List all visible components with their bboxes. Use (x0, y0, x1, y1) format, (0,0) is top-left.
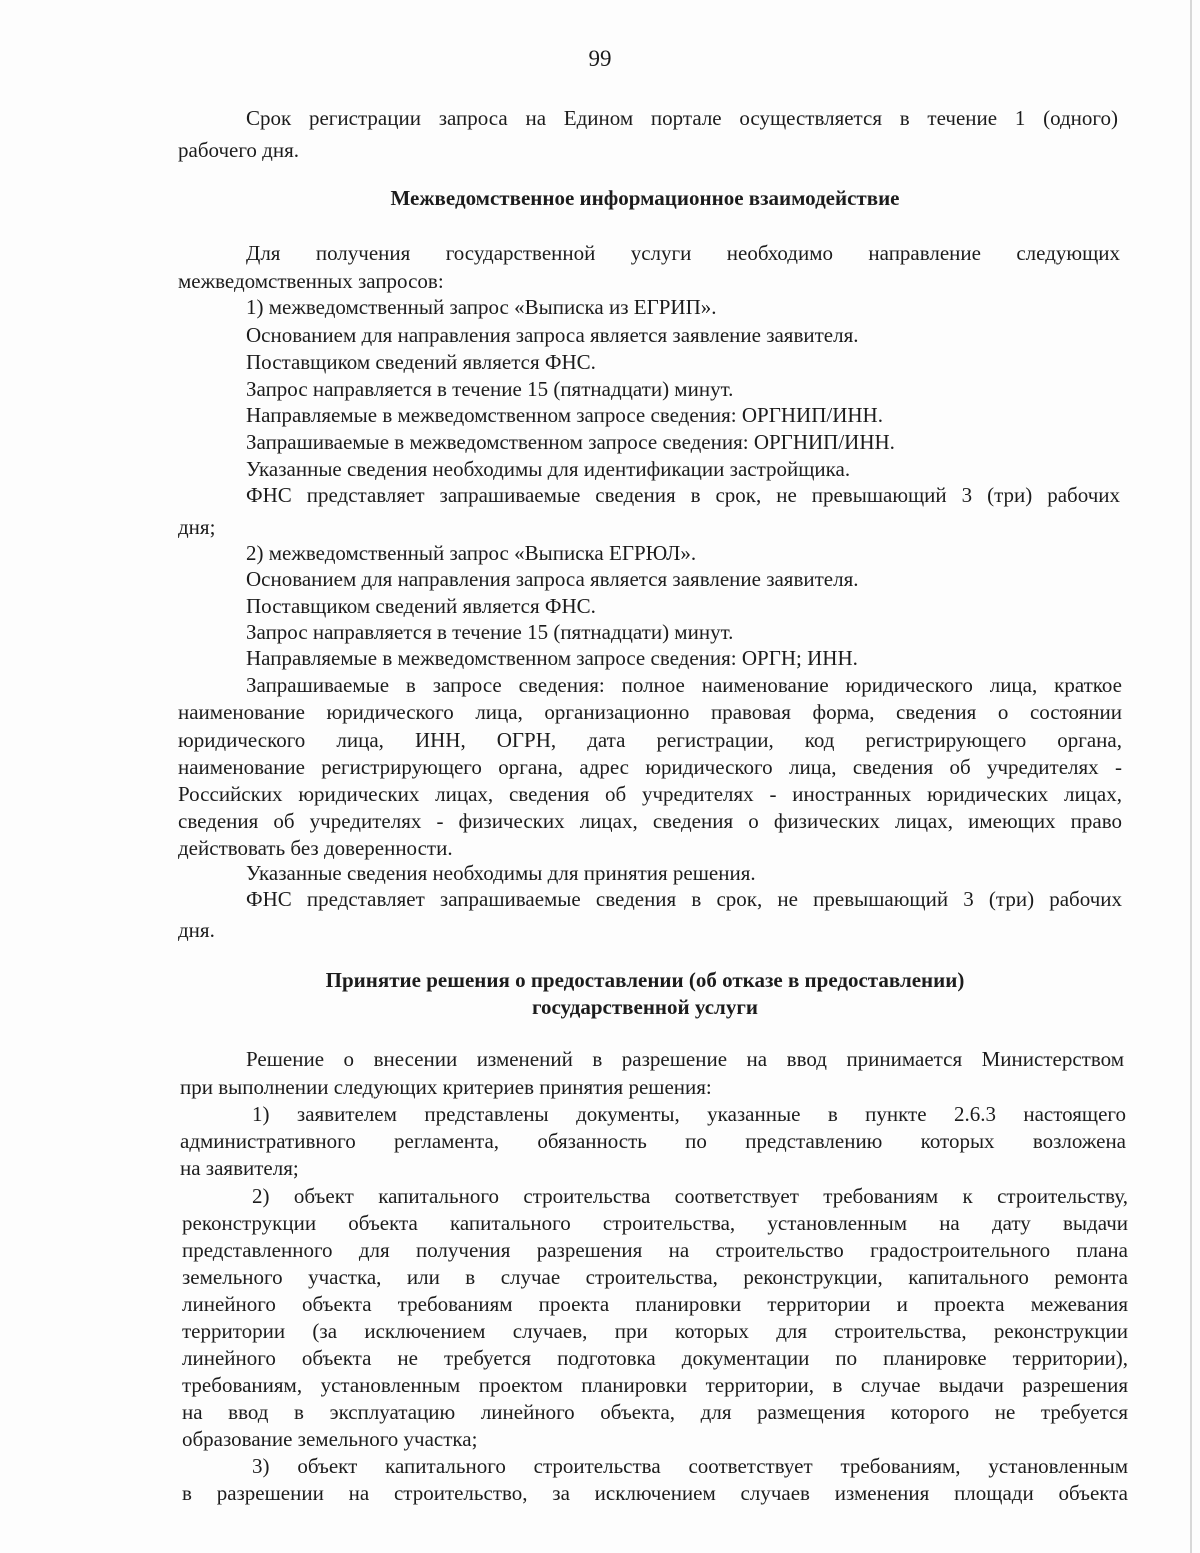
text-line: Направляемые в межведомственном запросе сведения: ОРГН; ИНН. (246, 646, 858, 670)
text-line: Срок регистрации запроса на Едином портале осуществляется в течение 1 (одного) (246, 106, 1118, 130)
text-line: Поставщиком сведений является ФНС. (246, 594, 596, 618)
text-line: территории (за исключением случаев, при которых для строительства, реконструкции (182, 1319, 1128, 1343)
text-line: представленного для получения разрешения на строительство градостроительного плана (182, 1238, 1128, 1262)
list-item: 2) объект капитального строительства соответствует требованиям к строительству, (252, 1184, 1128, 1208)
text-line: Запрос направляется в течение 15 (пятнадцати) минут. (246, 620, 734, 644)
text-line: на заявителя; (180, 1156, 299, 1180)
text-line: ФНС представляет запрашиваемые сведения в срок, не превышающий 3 (три) рабочих (246, 483, 1120, 507)
text-line: наименование регистрирующего органа, адрес юридического лица, сведения об учредителях - (178, 755, 1122, 779)
list-item: 2) межведомственный запрос «Выписка ЕГРЮЛ». (246, 541, 697, 565)
text-line: на ввод в эксплуатацию линейного объекта, для размещения которого не требуется (182, 1400, 1128, 1424)
text-line: рабочего дня. (178, 138, 300, 162)
text-line: Запрос направляется в течение 15 (пятнадцати) минут. (246, 377, 734, 401)
list-item: 3) объект капитального строительства соответствует требованиям, установленным (252, 1454, 1128, 1478)
section-heading: Межведомственное информационное взаимодействие (390, 186, 900, 210)
text-line: Решение о внесении изменений в разрешение на ввод принимается Министерством (246, 1047, 1124, 1071)
text-line: административного регламента, обязанность по представлению которых возложена (180, 1129, 1126, 1153)
text-line: дня. (178, 918, 215, 942)
list-item: 1) заявителем представлены документы, указанные в пункте 2.6.3 настоящего (252, 1102, 1126, 1126)
section-heading: Принятие решения о предоставлении (об отказе в предоставлении) (325, 968, 965, 992)
text-line: Основанием для направления запроса является заявление заявителя. (246, 323, 859, 347)
text-line: сведения об учредителях - физических лицах, сведения о физических лицах, имеющих право (178, 809, 1122, 833)
text-line: реконструкции объекта капитального строительства, установленным на дату выдачи (182, 1211, 1128, 1235)
text-line: ФНС представляет запрашиваемые сведения в срок, не превышающий 3 (три) рабочих (246, 887, 1122, 911)
text-line: земельного участка, или в случае строительства, реконструкции, капитального ремонта (182, 1265, 1128, 1289)
text-line: образование земельного участка; (182, 1427, 478, 1451)
text-line: наименование юридического лица, организационно правовая форма, сведения о состоянии (178, 700, 1122, 724)
text-line: Российских юридических лицах, сведения об учредителях - иностранных юридических лицах, (178, 782, 1122, 806)
text-line: в разрешении на строительство, за исключением случаев изменения площади объекта (182, 1481, 1128, 1505)
text-line: действовать без доверенности. (178, 836, 453, 860)
text-line: Поставщиком сведений является ФНС. (246, 350, 596, 374)
text-line: при выполнении следующих критериев принятия решения: (180, 1075, 712, 1099)
text-line: дня; (178, 515, 216, 539)
text-line: линейного объекта требованиям проекта планировки территории и проекта межевания (182, 1292, 1128, 1316)
scan-edge (1190, 0, 1192, 1553)
text-line: Для получения государственной услуги необходимо направление следующих (246, 241, 1120, 265)
text-line: Запрашиваемые в запросе сведения: полное наименование юридического лица, краткое (246, 673, 1122, 697)
text-line: требованиям, установленным проектом планировки территории, в случае выдачи разрешения (182, 1373, 1128, 1397)
text-line: Основанием для направления запроса является заявление заявителя. (246, 567, 859, 591)
text-line: линейного объекта не требуется подготовка документации по планировке территории), (182, 1346, 1128, 1370)
page-number: 99 (588, 46, 612, 71)
section-heading: государственной услуги (532, 995, 758, 1019)
text-line: Указанные сведения необходимы для принятия решения. (246, 861, 756, 885)
text-line: межведомственных запросов: (178, 269, 444, 293)
text-line: Указанные сведения необходимы для идентификации застройщика. (246, 457, 851, 481)
text-line: Запрашиваемые в межведомственном запросе сведения: ОРГНИП/ИНН. (246, 430, 895, 454)
text-line: юридического лица, ИНН, ОГРН, дата регистрации, код регистрирующего органа, (178, 728, 1122, 752)
list-item: 1) межведомственный запрос «Выписка из ЕГРИП». (246, 295, 717, 319)
text-line: Направляемые в межведомственном запросе сведения: ОРГНИП/ИНН. (246, 403, 883, 427)
